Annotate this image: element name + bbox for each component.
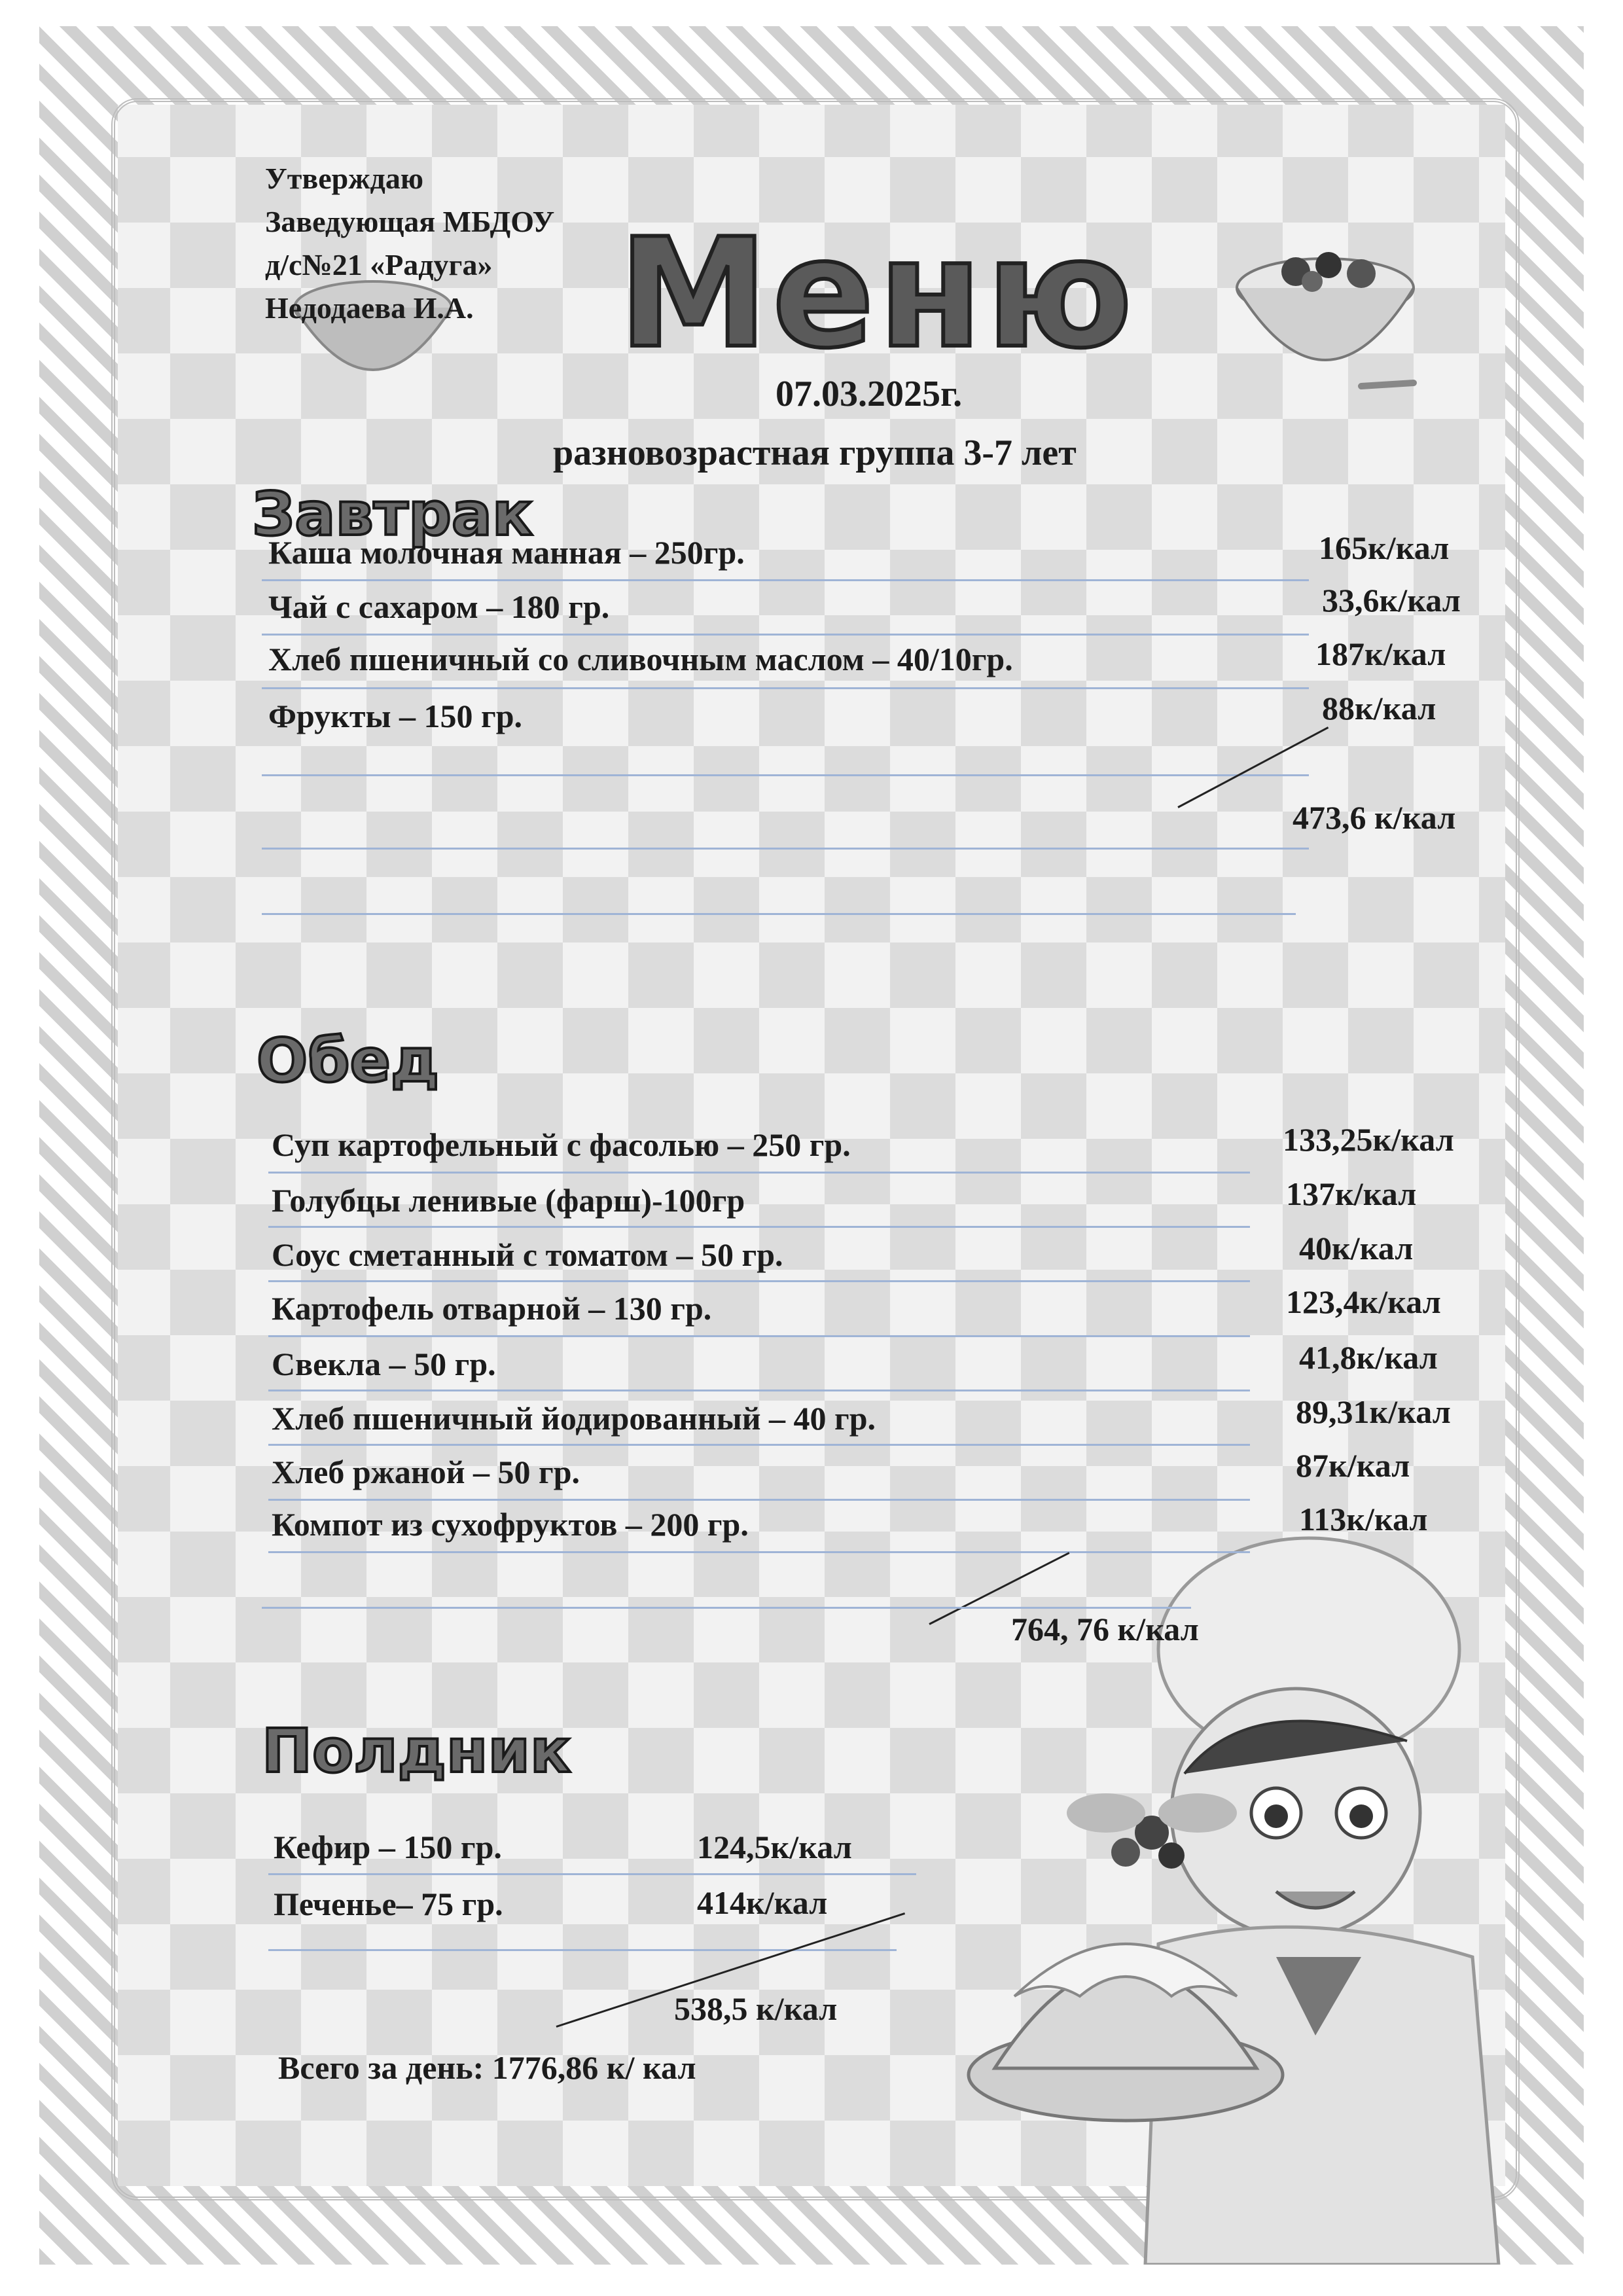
lunch-heading: Обед — [257, 1026, 440, 1096]
approval-block — [265, 157, 554, 330]
lunch-item: Свекла – 50 гр. — [272, 1346, 496, 1382]
divider — [262, 848, 1309, 850]
breakfast-kcal: 165к/кал — [1319, 529, 1450, 566]
approval-line-1: Утверждаю — [265, 162, 423, 195]
breakfast-kcal: 33,6к/кал — [1322, 582, 1461, 619]
lunch-kcal: 87к/кал — [1296, 1447, 1410, 1484]
lunch-kcal: 137к/кал — [1286, 1175, 1417, 1212]
bowl-berries-icon — [1230, 236, 1420, 412]
divider — [268, 1444, 1250, 1446]
divider — [268, 1280, 1250, 1282]
snack-item: Кефир – 150 гр. — [274, 1829, 502, 1865]
divider — [262, 579, 1309, 581]
divider — [268, 1172, 1250, 1174]
breakfast-kcal: 88к/кал — [1322, 690, 1436, 726]
divider — [268, 1226, 1250, 1228]
menu-date: 07.03.2025г. — [776, 374, 963, 414]
day-total: Всего за день: 1776,86 к/ кал — [278, 2049, 696, 2086]
divider — [268, 1949, 897, 1951]
divider — [268, 1335, 1250, 1337]
divider — [262, 1607, 1191, 1609]
chef-illustration — [910, 1525, 1538, 2265]
breakfast-item: Каша молочная манная – 250гр. — [268, 534, 745, 571]
lunch-item: Хлеб ржаной – 50 гр. — [272, 1454, 580, 1490]
breakfast-total: 473,6 к/кал — [1293, 799, 1456, 836]
divider — [262, 634, 1309, 636]
lunch-item: Компот из сухофруктов – 200 гр. — [272, 1506, 749, 1543]
divider — [268, 1390, 1250, 1391]
lunch-total: 764, 76 к/кал — [1011, 1611, 1199, 1647]
breakfast-item: Хлеб пшеничный со сливочным маслом – 40/10гр. — [268, 641, 1013, 677]
divider — [268, 1551, 1250, 1553]
lunch-kcal: 89,31к/кал — [1296, 1393, 1451, 1430]
approval-line-4: Недодаева И.А. — [265, 291, 474, 325]
divider — [268, 1499, 1250, 1501]
snack-total: 538,5 к/кал — [674, 1990, 838, 2027]
divider — [268, 1873, 916, 1875]
lunch-item: Голубцы ленивые (фарш)-100гр — [272, 1182, 745, 1219]
breakfast-heading: Завтрак — [252, 479, 533, 549]
breakfast-kcal: 187к/кал — [1315, 636, 1446, 672]
snack-kcal: 124,5к/кал — [697, 1829, 852, 1865]
lunch-kcal: 123,4к/кал — [1286, 1283, 1441, 1320]
approval-line-2: Заведующая МБДОУ — [265, 205, 555, 238]
divider — [262, 687, 1309, 689]
divider — [262, 913, 1296, 915]
breakfast-item: Фрукты – 150 гр. — [268, 698, 523, 734]
lunch-item: Картофель отварной – 130 гр. — [272, 1290, 712, 1327]
approval-line-3: д/с№21 «Радуга» — [265, 248, 493, 281]
lunch-kcal: 40к/кал — [1299, 1230, 1414, 1266]
age-group: разновозрастная группа 3-7 лет — [553, 433, 1077, 473]
breakfast-item: Чай с сахаром – 180 гр. — [268, 588, 610, 625]
page-title: Меню — [618, 207, 1137, 382]
lunch-kcal: 133,25к/кал — [1283, 1121, 1454, 1158]
snack-heading: Полдник — [262, 1716, 571, 1786]
snack-item: Печенье– 75 гр. — [274, 1886, 503, 1922]
lunch-kcal: 113к/кал — [1299, 1501, 1428, 1537]
divider — [262, 774, 1309, 776]
lunch-item: Хлеб пшеничный йодированный – 40 гр. — [272, 1400, 876, 1437]
snack-kcal: 414к/кал — [697, 1884, 828, 1921]
lunch-kcal: 41,8к/кал — [1299, 1339, 1438, 1376]
lunch-item: Соус сметанный с томатом – 50 гр. — [272, 1236, 783, 1273]
lunch-item: Суп картофельный с фасолью – 250 гр. — [272, 1126, 851, 1163]
